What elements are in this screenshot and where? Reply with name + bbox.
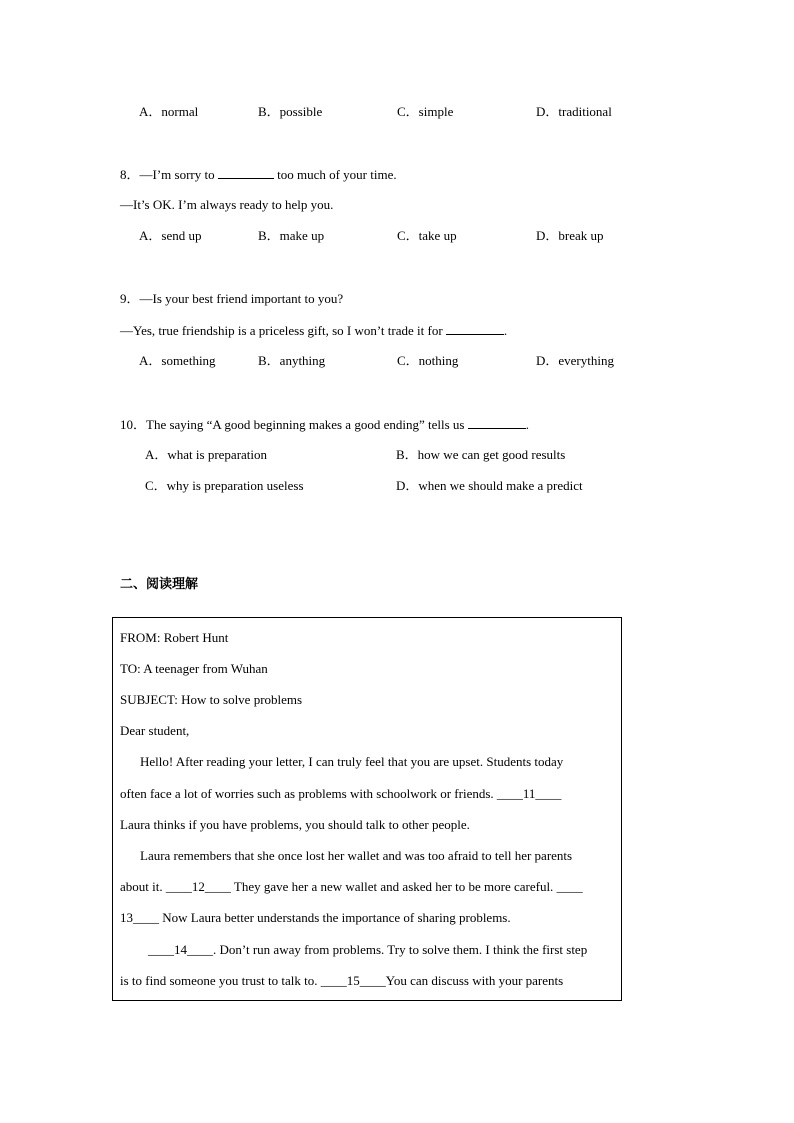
passage-p2-line2b: They gave her a new wallet and asked her to be more careful.: [230, 879, 557, 894]
q7-option-c: C．simple: [397, 104, 454, 119]
passage-p1-line1: Hello! After reading your letter, I can truly feel that you are upset. Students today: [140, 754, 564, 769]
q8-stem: [120, 166, 397, 183]
blank-12: ____12____: [165, 879, 231, 894]
blank-15: ____15____: [320, 973, 386, 988]
q9-reply-before: —Yes, true friendship is a priceless gift, so I won’t trade it for: [120, 323, 446, 338]
passage-to: TO: A teenager from Wuhan: [120, 661, 268, 676]
passage-p1-line2: [120, 786, 561, 802]
q10-option-c: C．why is preparation useless: [145, 478, 304, 493]
blank-13-part1: ____: [556, 879, 583, 894]
passage-subject: SUBJECT: How to solve problems: [120, 692, 303, 707]
q7-option-d: D．traditional: [536, 104, 612, 119]
passage-p2-line3-text: Now Laura better understands the importance of sharing problems.: [159, 910, 511, 925]
q9-stem: 9．—Is your best friend important to you?: [120, 291, 344, 306]
q8-option-c: C．take up: [397, 228, 457, 243]
q7-option-b: B．possible: [258, 104, 323, 119]
q9-reply-after: .: [503, 323, 508, 338]
q8-option-a: A．send up: [139, 228, 202, 243]
q8-stem-before: 8．—I’m sorry to: [120, 167, 218, 182]
q8-reply: —It’s OK. I’m always ready to help you.: [120, 197, 334, 212]
q8-option-b: B．make up: [258, 228, 325, 243]
passage-greeting: Dear student,: [120, 723, 190, 738]
q10-stem: [120, 416, 529, 433]
q9-option-a: A．something: [139, 353, 216, 368]
blank-13-part2: 13____: [120, 910, 159, 925]
passage-p3-line2b: You can discuss with your parents: [385, 973, 564, 988]
passage-p2-line1: Laura remembers that she once lost her wallet and was too afraid to tell her parents: [140, 848, 573, 863]
q10-option-b: B．how we can get good results: [396, 447, 566, 462]
q10-stem-before: 10．The saying “A good beginning makes a good ending” tells us: [120, 417, 468, 432]
q10-option-d: D．when we should make a predict: [396, 478, 583, 493]
q8-option-d: D．break up: [536, 228, 604, 243]
section-title-reading: 二、阅读理解: [120, 577, 199, 592]
passage-p3-line1: [148, 942, 587, 958]
q9-blank: [446, 322, 504, 335]
q8-stem-after: too much of your time.: [273, 167, 397, 182]
passage-p1-line3: Laura thinks if you have problems, you should talk to other people.: [120, 817, 470, 832]
passage-p3-line2: [120, 973, 563, 989]
passage-p3-line1-text: . Don’t run away from problems. Try to solve them. I think the first step: [213, 942, 588, 957]
q9-reply: [120, 322, 507, 339]
blank-14: ____14____: [148, 942, 213, 957]
q9-option-b: B．anything: [258, 353, 326, 368]
passage-from: FROM: Robert Hunt: [120, 630, 229, 645]
q9-option-c: C．nothing: [397, 353, 459, 368]
q7-option-a: A．normal: [139, 104, 199, 119]
q10-blank: [468, 416, 526, 429]
passage-p2-line2a: about it.: [120, 879, 166, 894]
passage-p2-line3: [120, 910, 511, 926]
q10-option-a: A．what is preparation: [145, 447, 268, 462]
q8-blank: [218, 166, 274, 179]
passage-p2-line2: [120, 879, 583, 895]
q10-stem-after: .: [525, 417, 529, 432]
passage-p3-line2a: is to find someone you trust to talk to.: [120, 973, 321, 988]
passage-p1-line2-text: often face a lot of worries such as problems with schoolwork or friends.: [120, 786, 497, 801]
blank-11: ____11____: [496, 786, 562, 801]
q9-option-d: D．everything: [536, 353, 614, 368]
